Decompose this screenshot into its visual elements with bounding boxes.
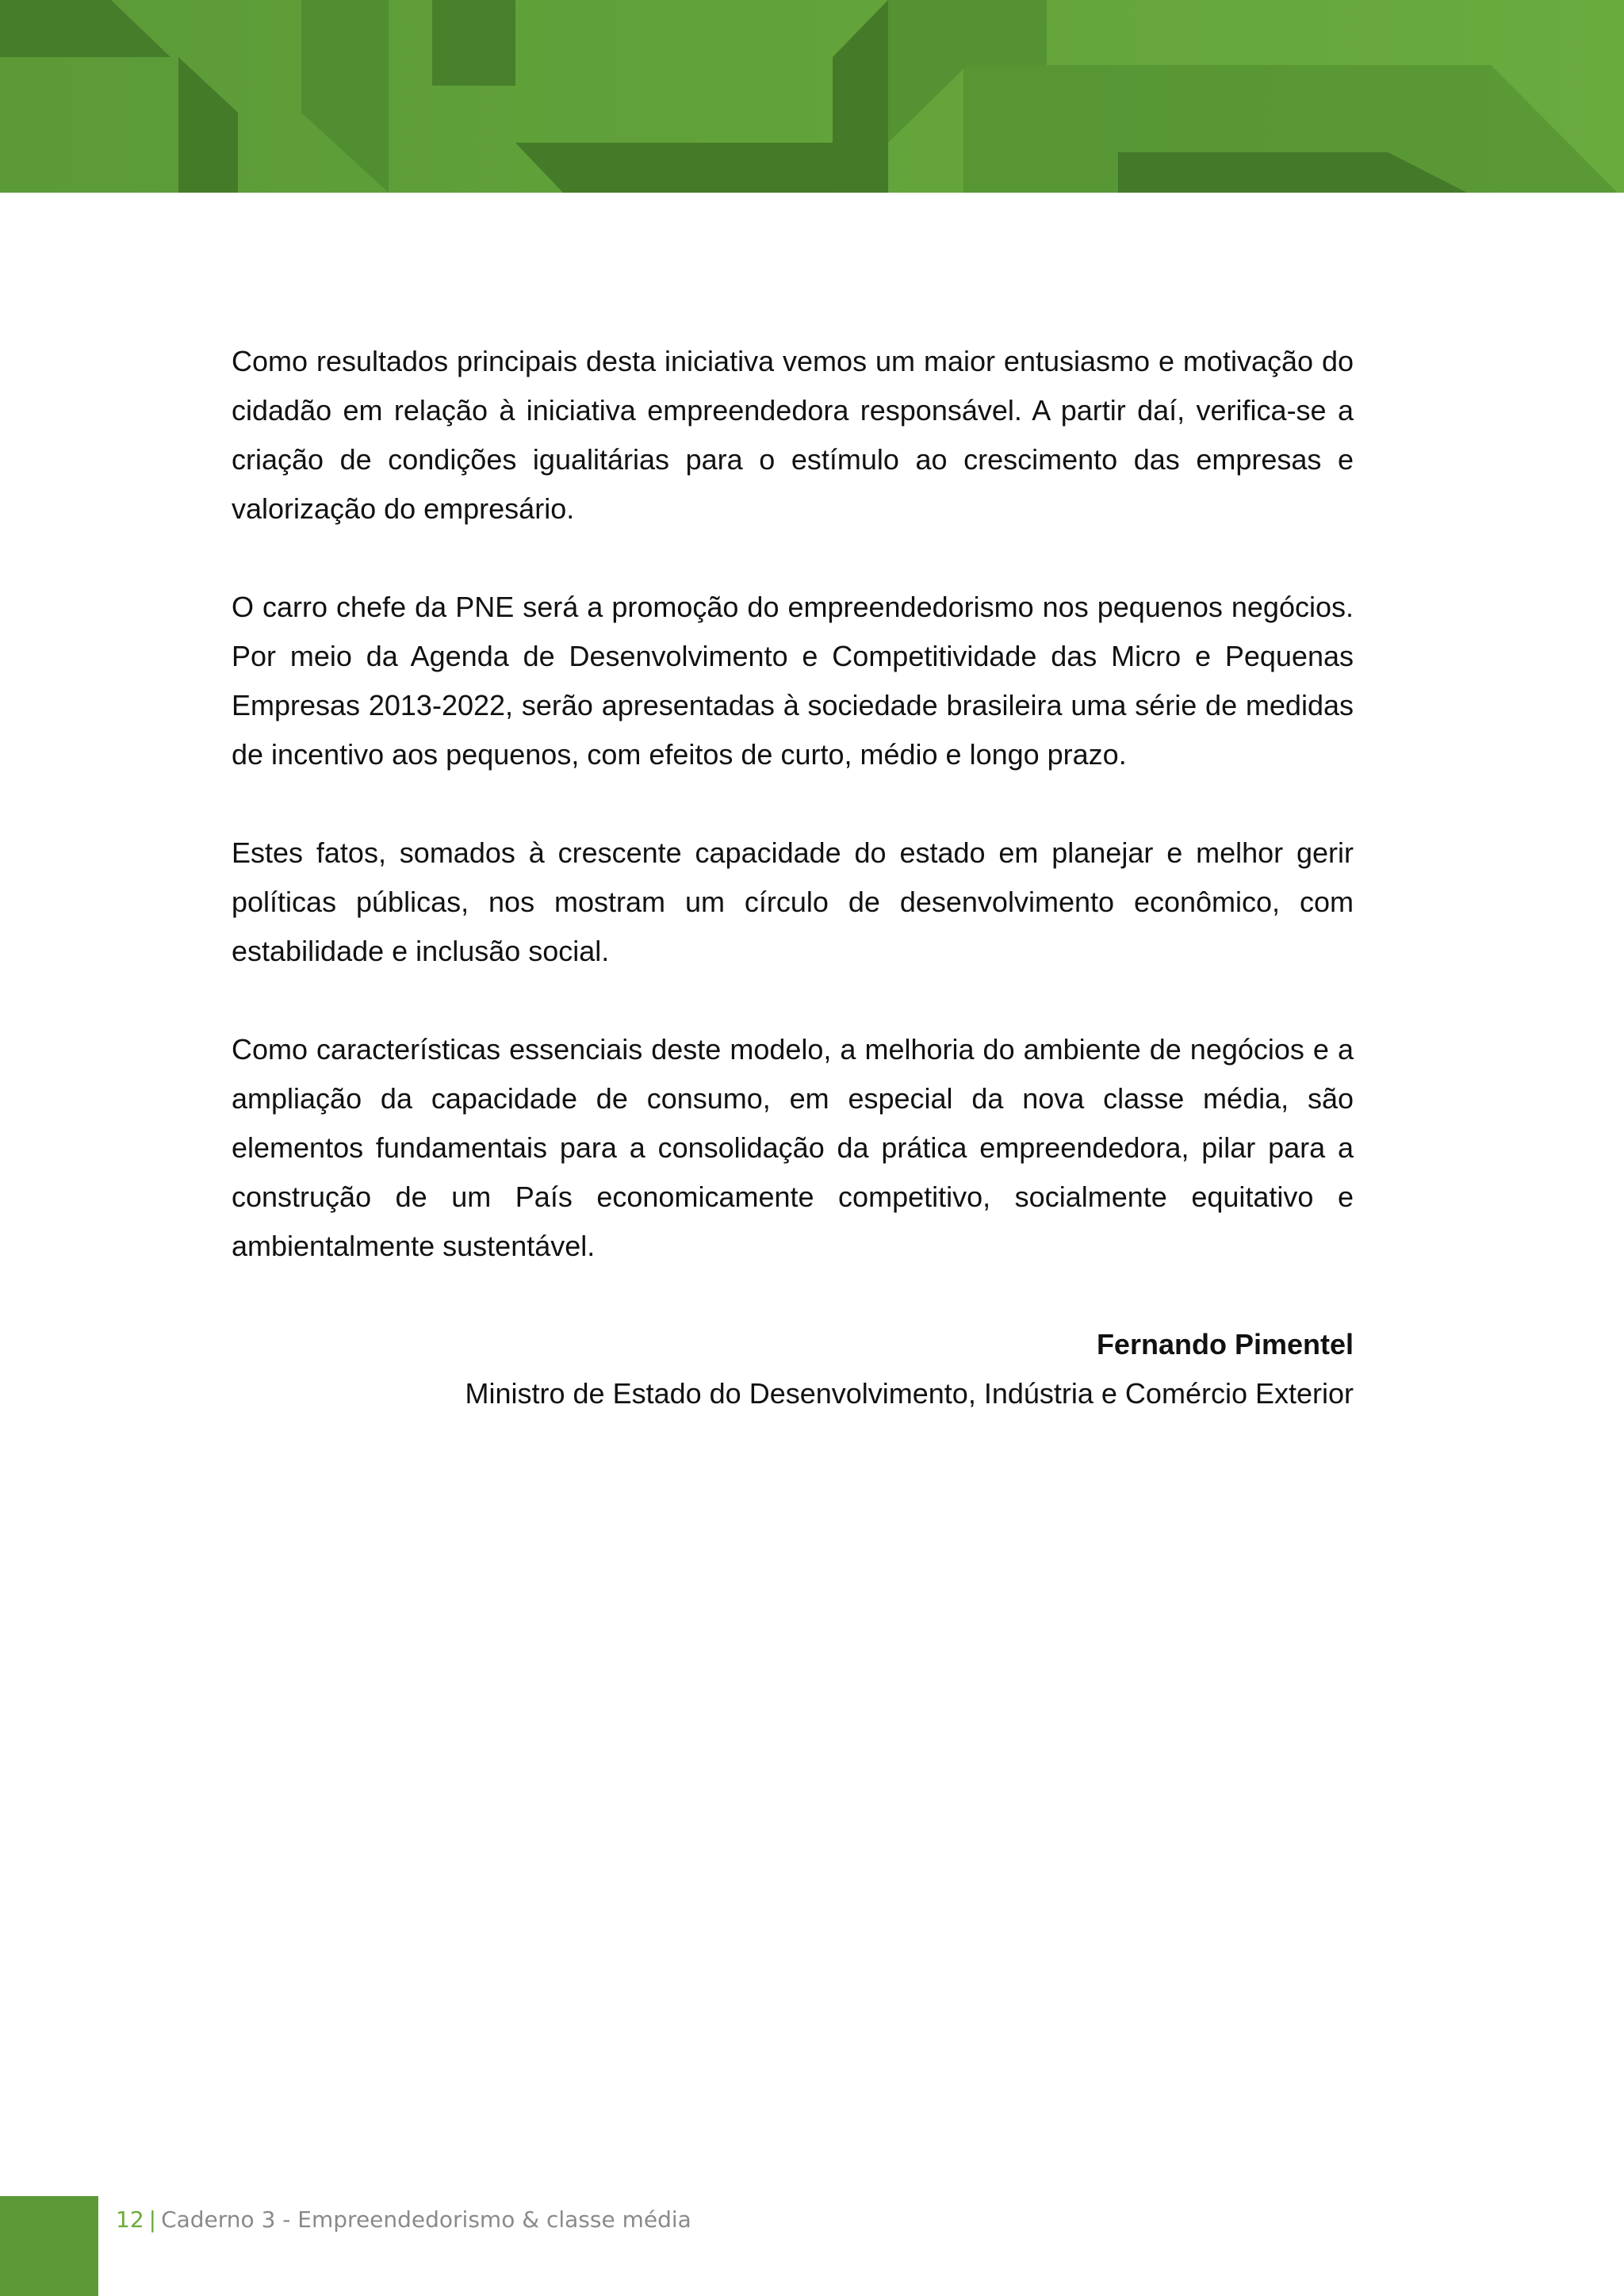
signature-role: Ministro de Estado do Desenvolvimento, Indústria e Comércio Exterior	[465, 1377, 1354, 1410]
signature-name: Fernando Pimentel	[1096, 1328, 1354, 1360]
footer-separator: |	[148, 2206, 157, 2233]
body-paragraph: Como resultados principais desta iniciativa vemos um maior entusiasmo e motivação do cidadão em relação à iniciativa empreendedora responsável. A partir daí, verifica-se a criação de condições igualitárias para o estímulo ao crescimento das empresas e valorização do empresário.	[232, 345, 1354, 525]
page-number: 12	[116, 2206, 144, 2233]
main-content	[232, 337, 1354, 1418]
top-decorative-banner	[0, 0, 1624, 193]
signature-block	[232, 1320, 1354, 1418]
body-paragraph: Estes fatos, somados à crescente capacidade do estado em planejar e melhor gerir políticas públicas, nos mostram um círculo de desenvolvimento econômico, com estabilidade e inclusão social.	[232, 836, 1354, 967]
footer-title: Caderno 3 - Empreendedorismo & classe média	[161, 2206, 691, 2233]
banner-shape	[432, 0, 515, 86]
footer	[116, 2204, 691, 2236]
body-paragraph: Como características essenciais deste modelo, a melhoria do ambiente de negócios e a ampliação da capacidade de consumo, em especial da nova classe média, são elementos fundamentais para a consolidação da prática empreendedora, pilar para a construção de um País economicamente competitivo, socialmente equitativo e ambientalmente sustentável.	[232, 1033, 1354, 1262]
footer-green-block	[0, 2196, 98, 2296]
body-paragraph: O carro chefe da PNE será a promoção do empreendedorismo nos pequenos negócios. Por meio da Agenda de Desenvolvimento e Competitividade das Micro e Pequenas Empresas 2013-2022, serão apresentadas à sociedade brasileira uma série de medidas de incentivo aos pequenos, com efeitos de curto, médio e longo prazo.	[232, 591, 1354, 771]
